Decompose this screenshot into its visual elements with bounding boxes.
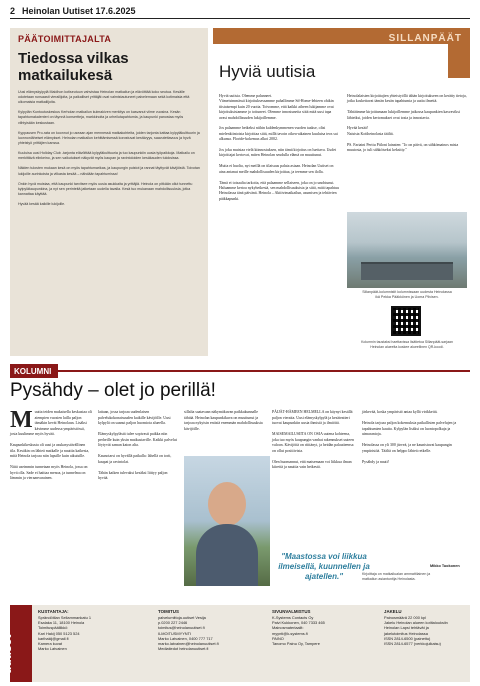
sillanpaat-title: Hyviä uutisia [219,62,316,81]
footer-production: SIVUNVALMISTUS K-Systems Contacts Oy Paivi Kukkonen, 040 7333 465 Mainosmateriaalit: myynti@k-systems.fi PAINO Tanomo Painu Oy, Tampere [272,609,325,647]
pull-quote: "Maastossa voi liikkua ilmeisellä, kuunnellen ja ajatellen." [278,552,373,581]
sillanpaat-photo [347,212,467,288]
paper-name-date: Heinolan Uutiset 17.6.2025 [22,6,136,16]
editorial-title: Tiedossa vilkas matkailukesä [18,50,129,84]
header-rule [10,18,470,19]
kolumni-column-2: lattaan, jossa tarjoaa uudenlaisen palvelukokonaisuuden kaikille kävijöille. Uusi kylpylä on saanut paljon huomiota alueella. Elämyskylpylästä tulee sopivasti paikka niin perheille kuin yksin matkustaville. Kaikki palvelut löytyvät saman katon alta. Kaunotarsi on hyvällä paikalla: lähellä on torit, kaupat ja ravintolat. Tähän kaiken tulevaksi kesäksi liittyy paljon hyvää. [98,410,177,480]
page-header [0,0,480,26]
kolumni-column-5: järkevää, koska ympäristö antaa kyllä virikkeitä. Heinola tarjoaa paljon kokemuksia paikallisten palvelujen ja tapahtumien kautta. Kylpylän lisäksi on luontopolkuja ja uimarantoja. Heinolassa on yli 300 järveä, ja ne kaunistavat kaupungin ympäristöä. Täältä on helppo lähteä retkelle. Pysähdy ja nauti! [362,410,457,464]
footer-publisher: KUSTANTAJA: Sprändötilan Sellammankatu 1 Esalaka 11, 18100 Heinola Toimituspäällikkö Kari Hakij 050 5123 524 karihakij@gmail.fi Kamera kuvat Marko Latvainen [38,609,91,652]
kolumni-title: Pysähdy – olet jo perillä! [10,380,216,401]
columnist-bio: Kirjoittaja on matkailualan ammattilainen ja matkailun asiantuntija Heinolasta. [362,572,431,581]
footer-editorial: TOIMITUS palvelumittoja.uutiset Vesija p.0200 227 2446 toimitus@heinolanuutiset.fi ILMOITUSMYYNTI Marko Latvainen, 0400 777 717 marko.latvainen@heinolanuutiset.fi Mediatiedot heinolanuutiset.fi [158,609,219,652]
columnist-signature: Mikko Tuokonen [430,564,460,568]
kolumni-column-1: Muutta teiden mukaisella keskustaa oli aiempien vuosien lailla paljon tämäkin kevät Heinolaan. Lisäksi kävimme uudessa ympäristössä, josta kuulimme myös hyvää. Kaupunkikeskusta oli uusi ja asukasystävällinen tila. Kesäkin on lähteä matkalle ja nauttia kaikesta, mitä Heinola tarjoaa niin lapsille kuin aikuisille. Niitä useimmin tunnetaan myös Heinola, jossa on hyvä olla. Sade ei haittaa menoa, ja tunnelma on lämmin ja vieraanvarainen. [10,407,92,480]
editorial-kicker: PÄÄTOIMITTAJALTA [18,34,112,44]
kolumni-bar [10,364,470,378]
kolumni-label: KOLUMNI [10,364,58,378]
footer-distribution: JAKELU Painosmäärä 22 000 kpl Jakelu Heinolan alueen kotitalouksiin Heinolan Lapsi tehtävät ja jakelutoimitus Heinolassa ISSN 2814-6500 (painettu) ISSN 2814-6577 (verkkojulkaisu) [384,609,448,647]
columnist-photo [184,456,270,586]
sillanpaat-column-2: Heinolalaisten kirjoittajien yhteistyöllä tähän kirjoitukseen on kerätty tietoja, jotka koskettavat tämän kesän tapahtumia ja uutta ilmettä. Tähtäämme kirjoittamaan lukijoillemme jatkossa kaupunkien kasvaviksi lähteiksi, joiden kertomukset ovat tosia ja innostavia. Hyvää kesää! Naisista Kotiheinolasta täältä. PS. Fariaini Perttu Piiloni lainaten: "Jo on päivä, on sähkömainos mista muutosta, jo tuli sähköiseksi keksitty." [347,94,467,153]
drop-cap: M [10,407,33,433]
masthead-logo: uutiset [10,605,32,682]
sillanpaat-photo-caption: Sillanpäät-kolumnistit kolumnissaan uudesta Heinolassa ikä Pekka Pääkkönen ja Uoma Pilvisen. [362,290,452,299]
sillanpaat-article [213,28,470,358]
editorial-body: Uusi elämyskylpylä Maidhon kotiseutuun vahvistaa Heinolan matkailun ja elävöittää koko seutua. Kesälle odotetaan runsaasti vierailijoita, ja paikalliset yrittäjät ovat valmistautuneet palvelemaan sekä kotimaisia että ulkomaisia matkailijoita. Kylpylän Kuntoutuskeskus Kerholan matkailun kulmakiven merkitys on kasvanut viime vuosina. Kesän tapahtumakalenteri on täynnä konsertteja, markkinoita ja urheilutapahtumia, ja kaupunki panostaa myös viihtyisään keskustaan. Kyppausen Pro-rata on koonnut jo useaan ajan mennessä matkakohteita, joiden tarjonta kattaa kylpyläkulttuurin ja luonnonläheiset elämykset. Heinolan matkailun kehittämisessä korostuvat kestävyys, saavutettavuus ja hyvä yhteistyö yrittäjien kanssa. Kuuluisa uusi Holiday Club -tarjonta elävöittää kylpyläkulttuuria ja tuo kaupunkiin uusia työpaikkoja. Matkailu on merkittävä elinkeino, ja sen vaikutukset näkyvät myös kaupan ja ravintoloiden kesäkauden tuloksissa. Näiden tulosten mukaan kesä on myös tapahtumarikas, ja kaupungin puistot ja rannat täyttyvät kävijöistä. Toivotan lukijoille aurinkoista ja vilkasta kesää – nähdään tapahtumissa! Onkin hyvä muistaa, että kaupunki tarvitsee myös uusia asukkaita ja yrittäjiä. Heinola on pitkään ollut tunnettu kylpyläkaupunkina, ja nyt sen perinteitä jatketaan uudella tavalla. Kesä tuo mukanaan mahdollisuuksia, jotka kannattaa käyttää. Hyvää kesää kaikille lukijoille. [18,90,200,207]
footer-imprint [0,605,470,682]
sillanpaat-section-label: SILLANPÄÄT [388,33,462,44]
qr-code-icon [391,306,421,336]
editorial-box [10,28,208,356]
qr-caption: Kolumnin taustaksi haettavissa lisätietoa Sillanpäät-sarjaan Heinolan alueelta koskee alueellinen QR-koodi. [361,340,453,349]
sillanpaat-column-1: Hyviä uutisia. Olemme palanneet. Viimeisimmässä kirjoituksessamme puhallimme Sd-Home-lehteen ohikin tiistaisempi kuin 20 vuotta. Toivomme, että kaikki aiheen lukijamme ovat kirjoituksistamme jo tottuneet. Olemme innostuneita siitä mitä uusi tapa avasi mahdollisuuden lukijoillemme. Jos palaamme hetkeksi niihin kaldenkymmenen vuoden taakse, olisi mielenkiintoista kirjoittaa siitä, millä tavoin oikea-aikainen kuuluisa teos sai alkunsa. Floride-kokemus alkoi 2002. Jos joku muistaa vielä kiinnostuksen, niin tämä kirjoitus on luettava. Uudet kirjoittajat kertovat, miten Heinolan seudulla elämä on muuttunut. Mutta ei huolta, nyt meillä on tilaisuus palata asiaan. Heinolan Uutiset on aina antanut meille mahdollisuuden kirjoittaa, ja teemme sen ilolla. Tämä ei toisaalta tarkoita, että palaamme sellaiseen, joka on jo unohtunut. Haluamme kertoa nykyhetkestä, sen mahdollisuuksista ja siitä, mitä tapahtuu Heinolassa tänä päivänä. Heinola – Aktiivimatkailun, asumisen ja tehtävien päikkapunki. [219,94,339,201]
page-number: 2 [10,6,16,16]
kolumni-column-3: sillalta saatavaan näkymäkuvan paikkakunnalle tähtää. Heinolan kaupunkikuva on muuttunut ja tarjoaa nykyisin entistä enemmän mahdollisuuksia kävijöille. [184,410,264,431]
kolumni-column-4: PÄIJÄT-HÄMEEN HELMELLA on käynyt kesällä paljon vieraita. Uusi elämyskylpylä ja kesäteatteri tuovat kaupunkiin uusia ihmisiä ja ilmiöitä. MAISEMAILUSIITA ON OSIA uutena kohteena, joka tuo myös kaupungin vanhat rakennukset uuteen valoon. Kävijöitä on riittänyt, ja heidän palautteensa on ollut positiivista. Olen huomannut, että maisemaan voi liikkua ilman kiirettä ja nauttia vain hetkestä. [272,410,354,469]
